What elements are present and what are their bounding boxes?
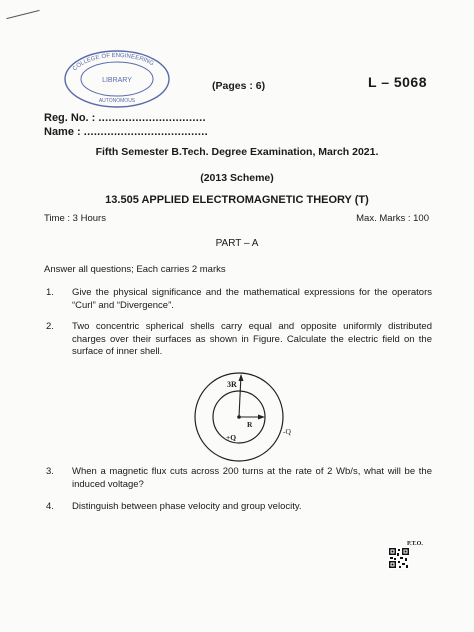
inner-charge-label: +Q [226,433,237,442]
question-text: Distinguish between phase velocity and group velocity. [72,501,302,512]
outer-charge-label: -Q [283,427,291,436]
instructions: Answer all questions; Each carries 2 marks [44,264,226,275]
outer-radius-label: 3R [227,380,237,389]
inner-radius-label: R [247,420,253,429]
inner-radius-arrowhead [258,415,265,420]
svg-text:COLLEGE OF ENGINEERING [72,53,155,72]
name-label: Name : [44,126,81,138]
reg-no-dots: ................................ [98,112,206,124]
question-number: 1. [46,287,54,298]
question-number: 2. [46,321,54,332]
question-text: Give the physical significance and the mathematical expressions for the operators “Curl” and “Divergence”. [72,287,432,311]
outer-radius-line [239,375,241,417]
max-marks: Max. Marks : 100 [356,213,429,224]
outer-radius-arrowhead [239,374,244,381]
question-text: Two concentric spherical shells carry equal and opposite uniformly distributed charges over their surfaces as shown in Figure. Calculate the electric field on the surface of inner shell. [72,321,432,357]
paper-code: L – 5068 [368,74,428,90]
pen-mark [6,10,39,19]
pto-label: P.T.O. [407,541,423,547]
name-dots: ..................................... [83,126,208,138]
scheme: (2013 Scheme) [200,172,274,184]
stamp-bottom-text: AUTONOMOUS [98,98,136,104]
question-number: 3. [46,466,54,477]
reg-no-label: Reg. No. : [44,112,96,124]
page-count: (Pages : 6) [212,80,266,92]
exam-title: Fifth Semester B.Tech. Degree Examination, March 2021. [95,146,379,158]
question-text: When a magnetic flux cuts across 200 turns at the rate of 2 Wb/s, what will be the induced voltage? [72,466,432,490]
stamp-top-text: COLLEGE OF ENGINEERING [72,52,155,73]
reg-no-field [44,112,206,124]
subject-title: 13.505 APPLIED ELECTROMAGNETIC THEORY (T) [105,194,369,206]
library-stamp [62,48,172,110]
stamp-library-text: LIBRARY [102,77,132,84]
name-field [44,126,208,138]
qr-code [388,547,410,569]
part-heading: PART – A [215,238,259,249]
time-allowed: Time : 3 Hours [44,213,106,224]
concentric-shells-figure [185,370,300,465]
question-number: 4. [46,501,54,512]
